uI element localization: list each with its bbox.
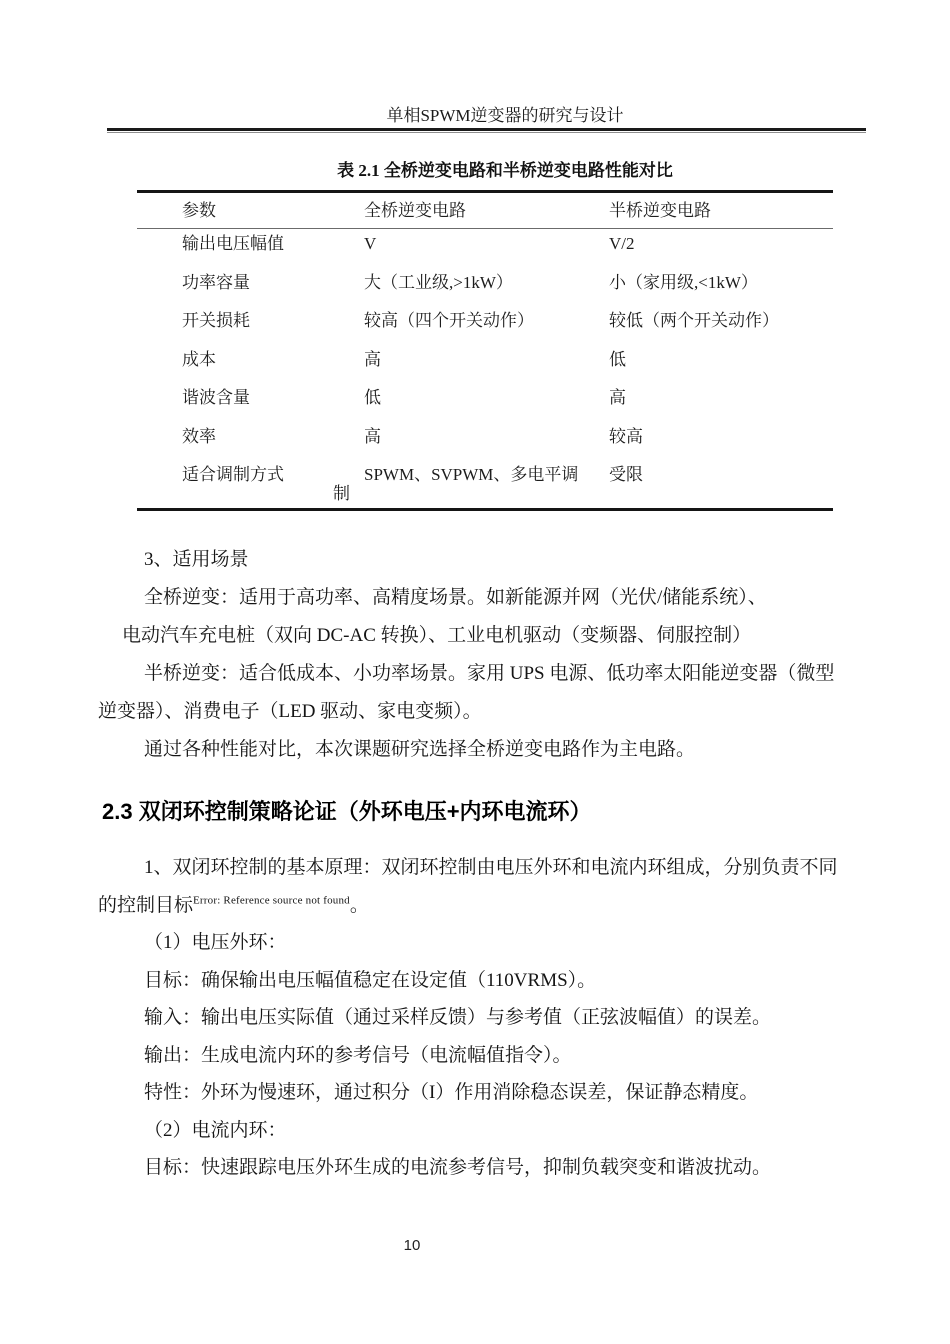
cell-half-bridge: V/2	[609, 234, 635, 253]
cell-param: 谐波含量	[182, 388, 250, 407]
cell-full-bridge: 较高（四个开关动作）	[364, 311, 534, 330]
cell-half-bridge: 受限	[609, 465, 643, 484]
cell-full-bridge: 高	[364, 426, 381, 446]
cell-half-bridge: 低	[609, 349, 626, 369]
body-line-with-error-ref	[98, 887, 862, 925]
body-line: 逆变器）、消费电子（LED 驱动、家电变频）。	[98, 701, 482, 722]
page-header-title: 单相SPWM逆变器的研究与设计	[386, 106, 624, 125]
col-header-half-bridge: 半桥逆变电路	[609, 201, 711, 220]
body-line: 通过各种性能对比，本次课题研究选择全桥逆变电路作为主电路。	[144, 739, 696, 760]
cell-line-2: 制	[333, 484, 350, 503]
body-line: 半桥逆变：适合低成本、小功率场景。家用 UPS 电源、低功率太阳能逆变器（微型	[144, 663, 835, 684]
body-text-dual-loop	[98, 849, 862, 1187]
table-row	[137, 229, 833, 268]
body-text-scenarios	[98, 541, 862, 769]
cell-full-bridge: 高	[364, 349, 381, 369]
header-rule	[107, 128, 866, 133]
table-row	[137, 460, 833, 508]
error-ref-after-text: 。	[349, 894, 369, 916]
cell-full-bridge: 低	[364, 388, 381, 407]
body-line: （1）电压外环：	[144, 932, 287, 953]
body-line: 3、适用场景	[144, 549, 249, 570]
cell-full-bridge: 大（工业级,>1kW）	[364, 272, 513, 292]
page-number: 10	[403, 1237, 421, 1254]
body-line: 输出：生成电流内环的参考信号（电流幅值指令）。	[144, 1044, 572, 1066]
cell-param: 输出电压幅值	[182, 234, 284, 253]
cell-full-bridge: V	[364, 234, 377, 253]
table-caption: 表 2.1 全桥逆变电路和半桥逆变电路性能对比	[337, 161, 673, 180]
table-header-row	[137, 193, 833, 229]
cell-line-1: SPWM、SVPWM、多电平调	[364, 465, 579, 484]
cell-param: 功率容量	[182, 272, 250, 292]
table-row	[137, 268, 833, 307]
body-line: 目标：快速跟踪电压外环生成的电流参考信号，抑制负载突变和谐波扰动。	[144, 1157, 772, 1178]
body-line: 特性：外环为慢速环，通过积分（I）作用消除稳态误差，保证静态精度。	[144, 1082, 759, 1103]
table-row	[137, 306, 833, 345]
table-row	[137, 422, 833, 461]
col-header-full-bridge: 全桥逆变电路	[364, 201, 466, 220]
cell-half-bridge: 高	[609, 388, 626, 407]
body-line: 1、双闭环控制的基本原理：双闭环控制由电压外环和电流内环组成，分别负责不同	[144, 857, 838, 878]
comparison-table	[137, 190, 833, 511]
body-line: 目标：确保输出电压幅值稳定在设定值（110VRMS）。	[144, 969, 597, 991]
cell-param: 成本	[182, 349, 216, 369]
cell-half-bridge: 较低（两个开关动作）	[609, 311, 779, 330]
cell-param: 效率	[182, 426, 216, 446]
cell-half-bridge: 较高	[609, 426, 643, 446]
table-row	[137, 345, 833, 384]
col-header-param: 参数	[182, 201, 216, 220]
cell-half-bridge: 小（家用级,<1kW）	[609, 272, 758, 292]
header-rule-thick-line	[107, 128, 866, 131]
body-line: 全桥逆变：适用于高功率、高精度场景。如新能源并网（光伏/储能系统）、	[144, 587, 767, 608]
error-ref-before-text: 的控制目标	[98, 894, 194, 916]
cell-full-bridge	[333, 465, 608, 503]
table-row	[137, 383, 833, 422]
cell-param: 开关损耗	[182, 311, 250, 330]
body-line: （2）电流内环：	[144, 1119, 287, 1141]
cell-param: 适合调制方式	[182, 465, 284, 484]
header-rule-thin-line	[107, 132, 866, 133]
body-line: 电动汽车充电桩（双向 DC-AC 转换）、工业电机驱动（变频器、伺服控制）	[122, 625, 752, 646]
error-reference-superscript: Error: Reference source not found	[193, 894, 350, 907]
section-heading: 2.3 双闭环控制策略论证（外环电压+内环电流环）	[102, 799, 592, 824]
body-line: 输入：输出电压实际值（通过采样反馈）与参考值（正弦波幅值）的误差。	[144, 1007, 772, 1028]
